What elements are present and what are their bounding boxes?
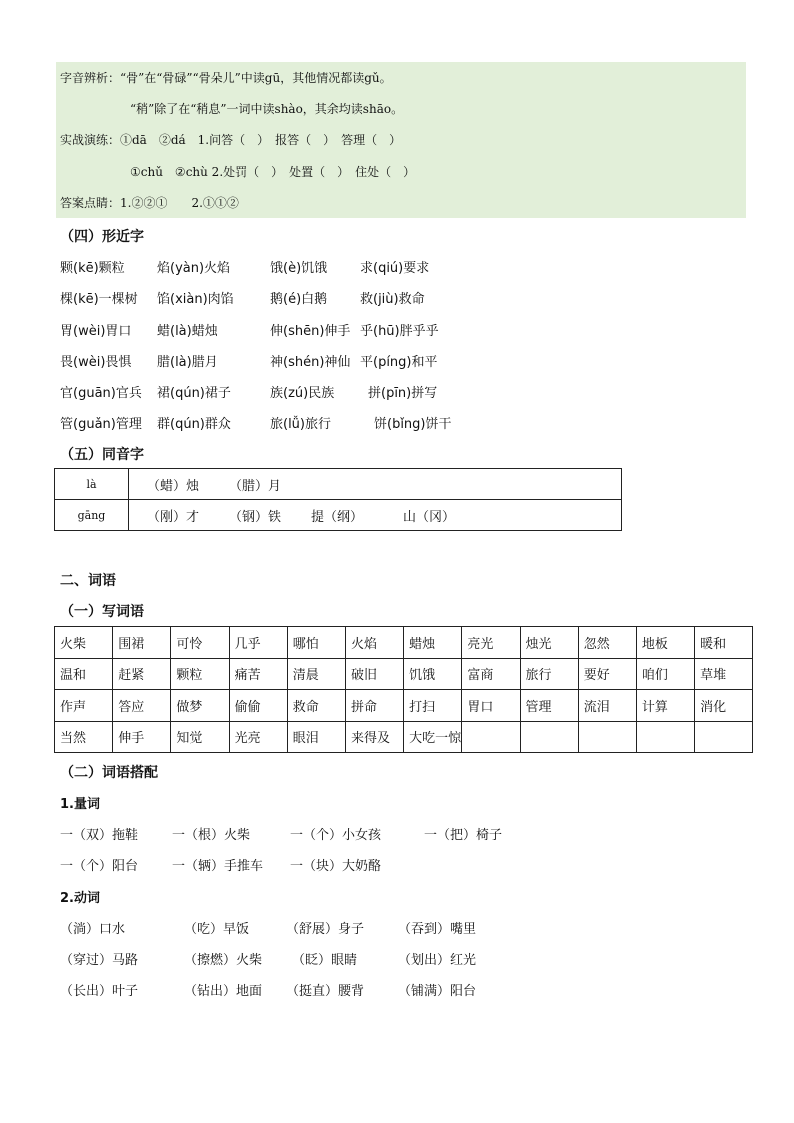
measure-item: 一（块）大奶酪 [290,859,382,874]
word-cell: 咱们 [636,658,694,690]
verb-item: （眨）眼睛 [292,953,358,968]
similar-char: 乎(hū)胖乎乎 [360,324,439,339]
table-row [55,658,753,690]
similar-char: 畏(wèi)畏惧 [60,355,132,370]
analysis-line-4: ①chǔ ②chù 2.处罚（ ） 处置（ ） 住处（ ） [130,165,416,179]
similar-char: 救(jiù)救命 [360,292,425,307]
homophone-item: 山（冈） [403,509,456,525]
word-cell [462,721,520,753]
similar-char: 旅(lǚ)旅行 [270,417,331,432]
part-2-title: 二、词语 [60,573,116,589]
similar-char: 饼(bǐng)饼干 [374,417,452,432]
word-cell: 拼命 [345,690,403,722]
homophone-pinyin: gāng [55,500,129,531]
word-cell: 颗粒 [171,658,229,690]
word-cell: 消化 [695,690,753,722]
word-cell: 暖和 [695,627,753,659]
word-cell: 偷偷 [229,690,287,722]
verb-item: （挺直）腰背 [286,984,365,999]
word-cell: 计算 [636,690,694,722]
verb-item: （吃）早饭 [184,922,250,937]
table-row [55,690,753,722]
table-row [55,627,753,659]
homophone-items [129,500,622,531]
word-cell: 要好 [578,658,636,690]
word-cell: 旅行 [520,658,578,690]
words-table [54,626,753,753]
similar-char: 颗(kē)颗粒 [60,261,125,276]
homophone-item: （腊）月 [229,478,282,494]
analysis-line-3: 实战演练：①dā ②dá 1.问答（ ） 报答（ ） 答理（ ） [60,133,402,147]
similar-char: 蜡(là)蜡烛 [157,324,218,339]
word-cell: 温和 [55,658,113,690]
word-cell: 伸手 [113,721,171,753]
similar-char: 族(zú)民族 [270,386,335,401]
word-cell: 痛苦 [229,658,287,690]
word-cell: 围裙 [113,627,171,659]
word-cell: 答应 [113,690,171,722]
word-cell: 当然 [55,721,113,753]
analysis-line-5: 答案点睛：1.②②① 2.①①② [60,196,239,210]
word-cell: 饥饿 [404,658,462,690]
word-cell: 光亮 [229,721,287,753]
measure-item: 一（双）拖鞋 [60,828,139,843]
similar-char: 腊(là)腊月 [157,355,218,370]
table-row [55,721,753,753]
similar-char: 饿(è)饥饿 [270,261,328,276]
word-cell: 破旧 [345,658,403,690]
verb-item: （划出）红光 [398,953,477,968]
word-matching-title: （二）词语搭配 [60,765,158,781]
word-cell: 打扫 [404,690,462,722]
word-cell: 地板 [636,627,694,659]
homophone-item: （钢）铁 [229,509,282,525]
analysis-box [56,62,746,218]
measure-item: 一（辆）手推车 [172,859,264,874]
word-cell: 作声 [55,690,113,722]
word-cell: 来得及 [345,721,403,753]
section-4-title: （四）形近字 [60,229,144,245]
similar-char: 求(qiú)要求 [360,261,430,276]
similar-char: 神(shén)神仙 [270,355,351,370]
measure-item: 一（根）火柴 [172,828,251,843]
analysis-line-2: “稍”除了在“稍息”一词中读shào，其余均读shāo。 [130,102,404,116]
word-cell: 哪怕 [287,627,345,659]
measure-item: 一（个）阳台 [60,859,139,874]
verb-item: （舒展）身子 [286,922,365,937]
word-cell [520,721,578,753]
similar-char: 焰(yàn)火焰 [157,261,231,276]
verb-item: （吞到）嘴里 [398,922,477,937]
word-cell: 胃口 [462,690,520,722]
word-cell: 富商 [462,658,520,690]
homophone-items [129,469,622,500]
verb-item: （淌）口水 [60,922,126,937]
word-cell: 烛光 [520,627,578,659]
word-cell: 忽然 [578,627,636,659]
word-cell: 草堆 [695,658,753,690]
word-cell: 救命 [287,690,345,722]
word-cell: 亮光 [462,627,520,659]
measure-words-title: 1.量词 [60,797,100,812]
similar-char: 馅(xiàn)肉馅 [157,292,234,307]
word-cell: 赶紧 [113,658,171,690]
word-cell: 做梦 [171,690,229,722]
verb-item: （铺满）阳台 [398,984,477,999]
similar-char: 棵(kē)一棵树 [60,292,138,307]
measure-item: 一（把）椅子 [424,828,503,843]
word-cell [695,721,753,753]
similar-char: 官(guān)官兵 [60,386,142,401]
homophone-item: （刚）才 [147,509,200,525]
verb-item: （长出）叶子 [60,984,139,999]
analysis-line-1: 字音辨析：“骨”在“骨碌”“骨朵儿”中读gū，其他情况都读gǔ。 [60,71,392,85]
word-cell: 蜡烛 [404,627,462,659]
homophone-pinyin: là [55,469,129,500]
section-5-title: （五）同音字 [60,447,144,463]
word-cell [578,721,636,753]
similar-char: 伸(shēn)伸手 [270,324,351,339]
word-cell: 知觉 [171,721,229,753]
similar-char: 裙(qún)裙子 [157,386,231,401]
similar-char: 群(qún)群众 [157,417,231,432]
verb-item: （钻出）地面 [184,984,263,999]
similar-char: 胃(wèi)胃口 [60,324,132,339]
word-cell: 几乎 [229,627,287,659]
measure-item: 一（个）小女孩 [290,828,382,843]
similar-char: 管(guǎn)管理 [60,417,142,432]
verb-item: （擦燃）火柴 [184,953,263,968]
verbs-title: 2.动词 [60,891,100,906]
word-cell: 清晨 [287,658,345,690]
word-cell: 眼泪 [287,721,345,753]
word-cell: 火柴 [55,627,113,659]
word-cell: 火焰 [345,627,403,659]
table-row [55,469,622,500]
homophone-item: （蜡）烛 [147,478,200,494]
write-words-title: （一）写词语 [60,604,144,620]
similar-char: 鹅(é)白鹅 [270,292,328,307]
word-cell: 可怜 [171,627,229,659]
similar-char: 拼(pīn)拼写 [368,386,438,401]
word-cell [636,721,694,753]
homophone-item: 提（纲） [311,509,364,525]
table-row [55,500,622,531]
similar-char: 平(píng)和平 [360,355,438,370]
word-cell: 流泪 [578,690,636,722]
verb-item: （穿过）马路 [60,953,139,968]
homophone-table [54,468,622,531]
word-cell: 管理 [520,690,578,722]
word-cell: 大吃一惊 [404,721,462,753]
